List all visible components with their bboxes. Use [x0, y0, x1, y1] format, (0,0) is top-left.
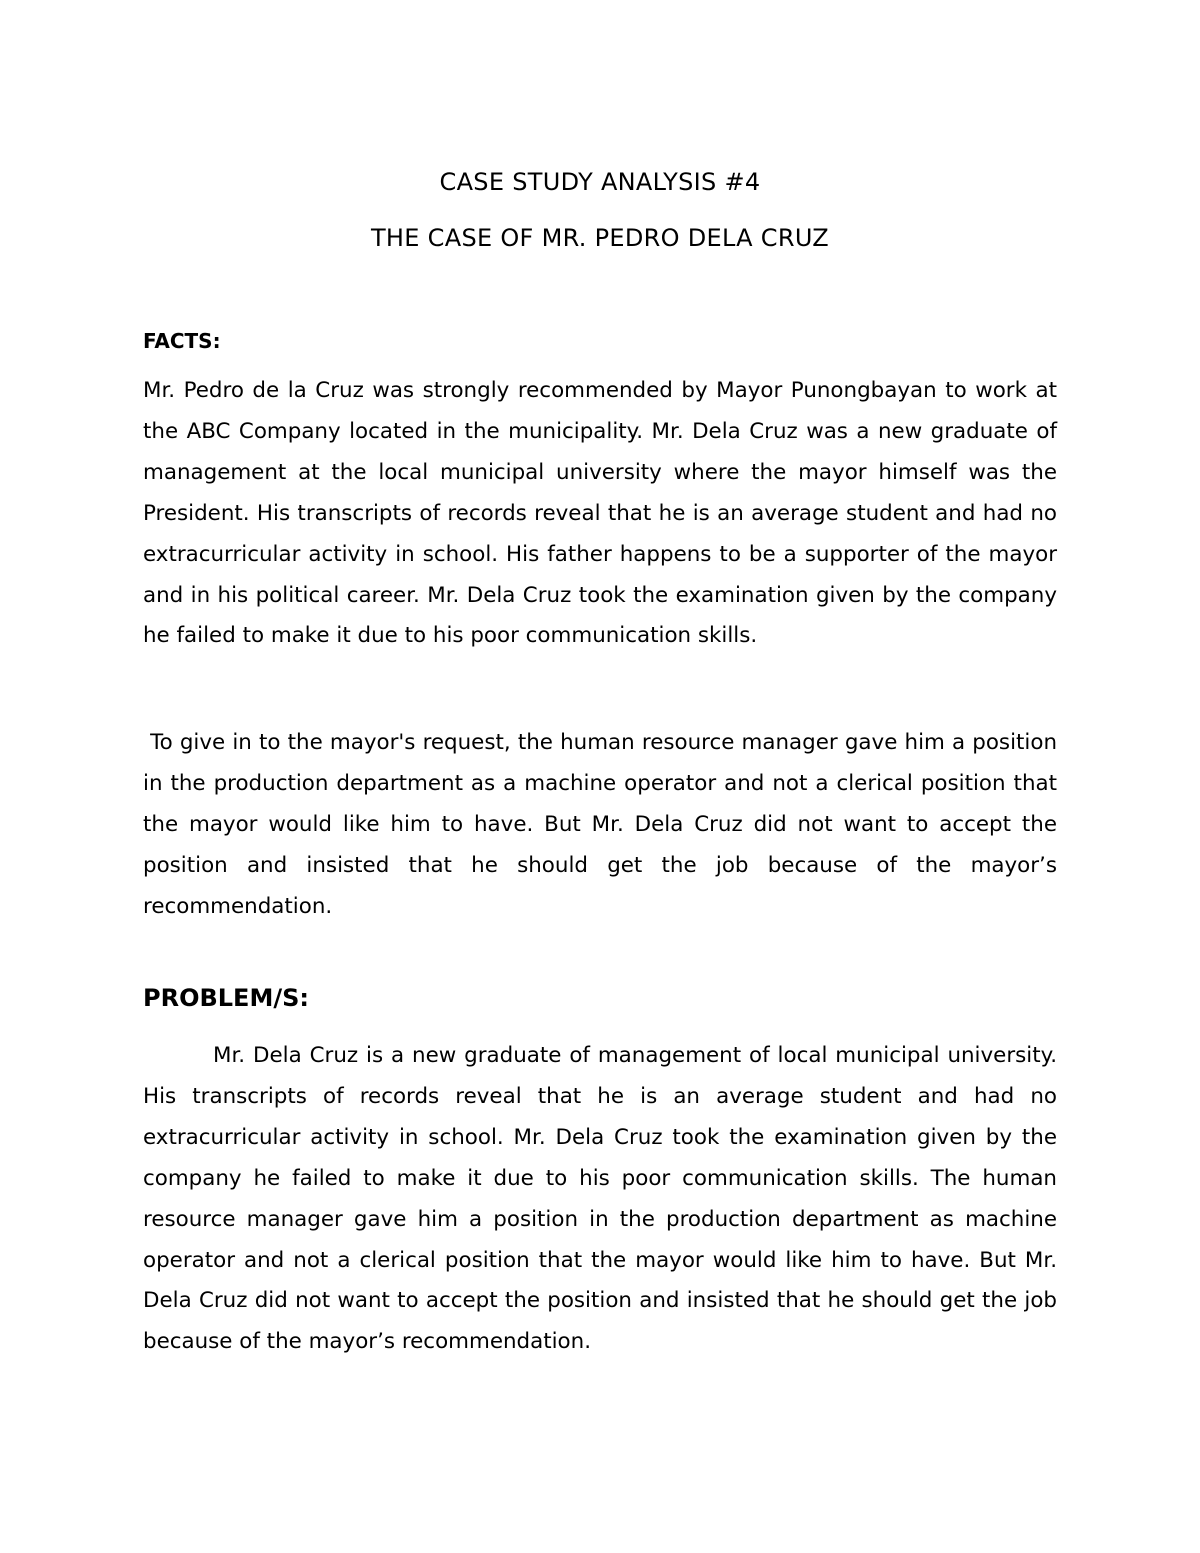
facts-heading: FACTS: — [143, 329, 221, 353]
facts-paragraph-1: Mr. Pedro de la Cruz was strongly recommended by Mayor Punongbayan to work at the ABC Company located in the municipality. Mr. Dela Cruz was a new graduate of management at the local municipal university where the mayor himself was the President. His transcripts of records reveal that he is an average student and had no extracurricular activity in school. His father happens to be a supporter of the mayor and in his political career. Mr. Dela Cruz took the examination given by the company he failed to make it due to his poor communication skills. — [143, 378, 1057, 649]
problems-heading: PROBLEM/S: — [143, 984, 309, 1012]
document-subtitle: THE CASE OF MR. PEDRO DELA CRUZ — [370, 224, 830, 252]
problems-paragraph-1: Mr. Dela Cruz is a new graduate of management of local municipal university. His transcripts of records reveal that he is an average student and had no extracurricular activity in school. Mr. Dela Cruz took the examination given by the company he failed to make it due to his poor communication skills. The human resource manager gave him a position in the production department as machine operator and not a clerical position that the mayor would like him to have. But Mr. Dela Cruz did not want to accept the position and insisted that he should get the job because of the mayor’s recommendation. — [143, 1043, 1057, 1355]
document-title: CASE STUDY ANALYSIS #4 — [439, 168, 761, 196]
facts-paragraph-2: To give in to the mayor's request, the human resource manager gave him a position in the production department as a machine operator and not a clerical position that the mayor would like him to have. But Mr. Dela Cruz did not want to accept the position and insisted that he should get the job because of the mayor’s recommendation. — [143, 730, 1064, 919]
